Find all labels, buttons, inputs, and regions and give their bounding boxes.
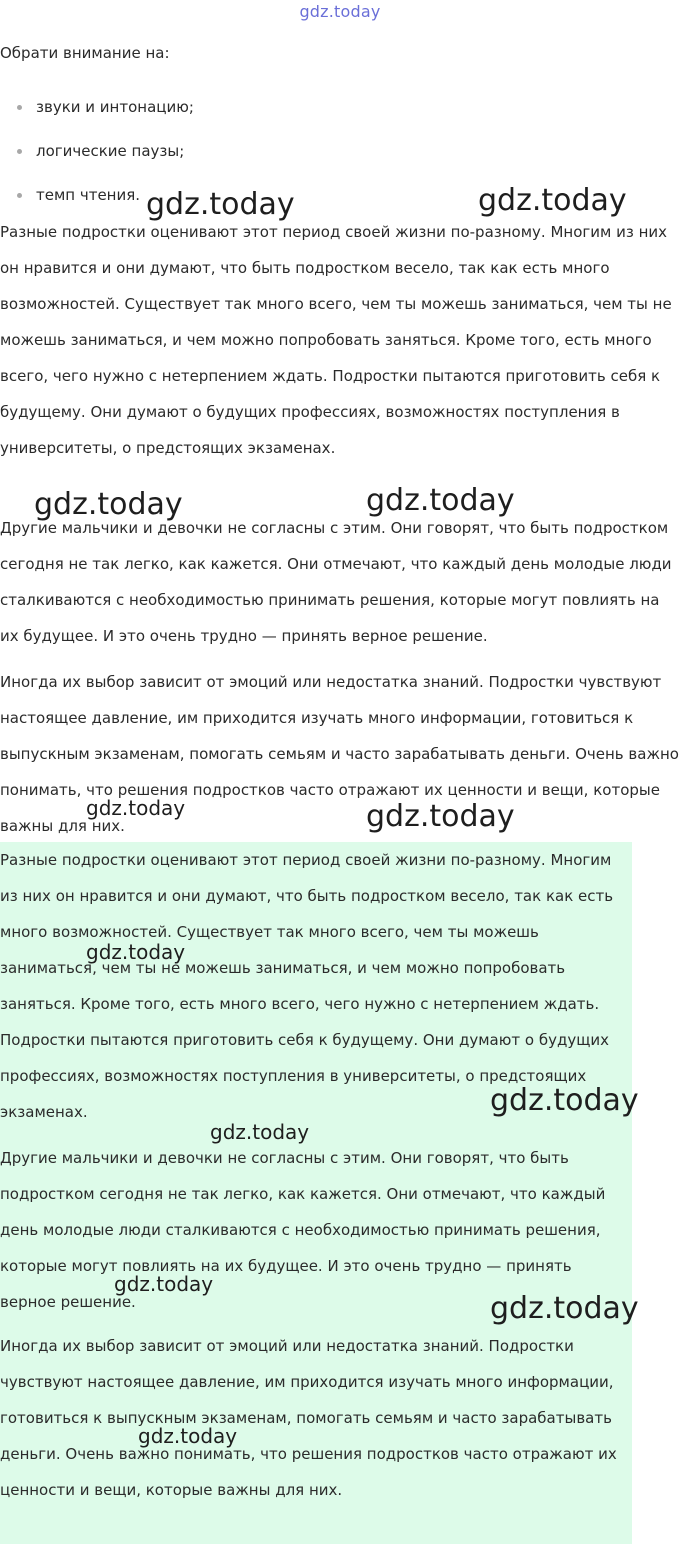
watermark-text: gdz.today — [138, 1424, 238, 1448]
bullet-dot-icon — [17, 105, 22, 110]
bullet-item — [0, 140, 194, 184]
bullet-dot-icon — [17, 193, 22, 198]
answer-paragraph: Иногда их выбор зависит от эмоций или недостатка знаний. Подростки чувствуют настоящее давление, им приходится изучать много информации, готовиться к выпускным экзаменам, помогать семьям и часто зарабатывать деньги. Очень важно понимать, что решения подростков часто отражают их ценности и вещи, которые важны для них. — [0, 1337, 617, 1499]
bullet-item — [0, 96, 194, 140]
site-watermark-header: gdz.today — [299, 2, 381, 21]
watermark-text: gdz.today — [86, 796, 186, 820]
text-paragraph: Другие мальчики и девочки не согласны с этим. Они говорят, что быть подростком сегодня не так легко, как кажется. Они отмечают, что каждый день молодые люди сталкиваются с необходимостью принимать решения, которые могут повлиять на их будущее. И это очень трудно — принять верное решение. — [0, 519, 672, 645]
watermark-text: gdz.today — [366, 483, 515, 518]
watermark-text: gdz.today — [478, 183, 627, 218]
answer-paragraph: Другие мальчики и девочки не согласны с этим. Они говорят, что быть подростком сегодня не так легко, как кажется. Они отмечают, что каждый день молодые люди сталкиваются с необходимостью принимать решения, которые могут повлиять на их будущее. И это очень трудно — принять верное решение. — [0, 1149, 606, 1311]
instruction-bullet-list — [0, 96, 194, 228]
watermark-text: gdz.today — [34, 487, 183, 522]
text-paragraph: Иногда их выбор зависит от эмоций или недостатка знаний. Подростки чувствуют настоящее давление, им приходится изучать много информации, готовиться к выпускным экзаменам, помогать семьям и часто зарабатывать деньги. Очень важно понимать, что решения подростков часто отражают их ценности и вещи, которые важны для них. — [0, 673, 679, 835]
answer-block — [0, 842, 632, 1544]
watermark-text: gdz.today — [114, 1272, 214, 1296]
task-instruction: Обрати внимание на: — [0, 44, 170, 62]
bullet-text: логические паузы; — [36, 142, 185, 160]
watermark-text: gdz.today — [366, 799, 515, 834]
bullet-dot-icon — [17, 149, 22, 154]
watermark-text: gdz.today — [490, 1083, 639, 1118]
bullet-text: темп чтения. — [36, 186, 141, 204]
watermark-text: gdz.today — [490, 1291, 639, 1326]
bullet-text: звуки и интонацию; — [36, 98, 194, 116]
answer-paragraph: Разные подростки оценивают этот период своей жизни по-разному. Многим из них он нравится и они думают, что быть подростком весело, так как есть много возможностей. Существует так много всего, чем ты можешь заниматься, чем ты не можешь заниматься, и чем можно попробовать заняться. Кроме того, есть много всего, чего нужно с нетерпением ждать. Подростки пытаются приготовить себя к будущему. Они думают о будущих профессиях, возможностях поступления в университеты, о предстоящих экзаменах. — [0, 851, 614, 1121]
watermark-text: gdz.today — [210, 1120, 310, 1144]
text-paragraph: Разные подростки оценивают этот период своей жизни по-разному. Многим из них он нравится и они думают, что быть подростком весело, так как есть много возможностей. Существует так много всего, чем ты можешь заниматься, чем ты не можешь заниматься, и чем можно попробовать заняться. Кроме того, есть много всего, чего нужно с нетерпением ждать. Подростки пытаются приготовить себя к будущему. Они думают о будущих профессиях, возможностях поступления в университеты, о предстоящих экзаменах. — [0, 223, 672, 457]
watermark-text: gdz.today — [146, 187, 295, 222]
watermark-text: gdz.today — [86, 940, 186, 964]
